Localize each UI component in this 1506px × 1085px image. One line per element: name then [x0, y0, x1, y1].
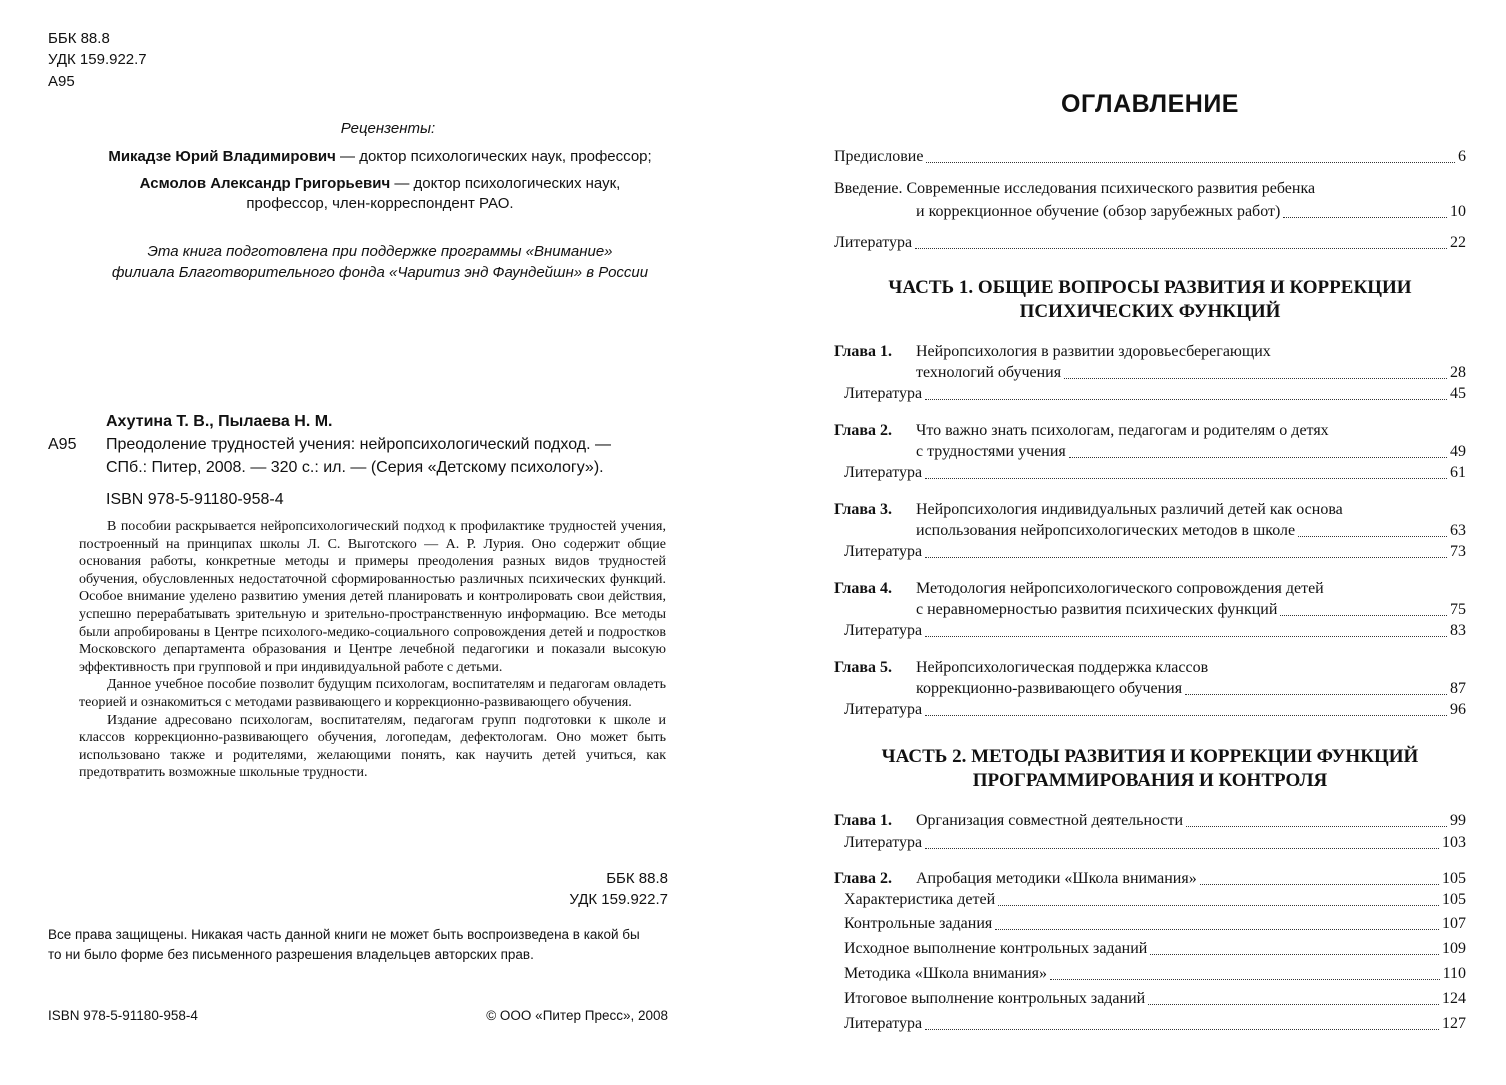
toc-item-section[interactable]	[844, 988, 1466, 1010]
toc-label: использования нейропсихологических методов в школе	[916, 522, 1296, 539]
toc-label: Литература	[844, 543, 923, 560]
toc-page: 6	[1458, 148, 1466, 165]
chapter-title-line-1[interactable]: Нейропсихология в развитии здоровьесберегающих	[916, 343, 1271, 360]
reviewer-2	[20, 175, 740, 192]
reviewers-heading: Рецензенты:	[340, 120, 436, 137]
dot-leader	[998, 905, 1439, 906]
dot-leader	[925, 1029, 1439, 1030]
toc-label: с неравномерностью развития психических функций	[916, 601, 1278, 618]
toc-item-chapter[interactable]	[916, 678, 1466, 700]
udk-top: УДК 159.922.7	[48, 51, 147, 68]
toc-item-chapter[interactable]	[916, 599, 1466, 621]
toc-label: Контрольные задания	[844, 915, 993, 932]
chapter-label: Глава 3.	[834, 501, 892, 518]
toc-item-chapter[interactable]	[916, 520, 1466, 542]
chapter-label: Глава 4.	[834, 580, 892, 597]
toc-item-section[interactable]	[844, 963, 1466, 985]
bbk-top: ББК 88.8	[48, 30, 110, 47]
rights-line-2: то ни было форме без письменного разрешения владельцев авторских прав.	[48, 947, 534, 962]
reviewer-2-name: Асмолов Александр Григорьевич	[139, 175, 391, 192]
rights-line-1: Все права защищены. Никакая часть данной книги не может быть воспроизведена в какой бы	[48, 927, 640, 942]
dot-leader	[925, 715, 1447, 716]
toc-item-preface[interactable]	[834, 146, 1466, 168]
chapter-label: Глава 2.	[834, 422, 892, 439]
toc-label: Литература	[844, 701, 923, 718]
part-1-title-line-1: ЧАСТЬ 1. ОБЩИЕ ВОПРОСЫ РАЗВИТИЯ И КОРРЕКЦИИ	[888, 277, 1412, 298]
copyright: © ООО «Питер Пресс», 2008	[486, 1008, 668, 1023]
toc-page: 22	[1450, 234, 1466, 251]
toc-page: 99	[1450, 812, 1466, 829]
toc-item-literature[interactable]	[844, 620, 1466, 642]
part-2-title	[834, 745, 1466, 793]
part-1-title	[834, 276, 1466, 324]
dot-leader	[925, 636, 1447, 637]
dot-leader	[1148, 1004, 1439, 1005]
toc-label: Литература	[834, 234, 913, 251]
isbn-entry: ISBN 978-5-91180-958-4	[106, 491, 284, 508]
toc-item-section[interactable]	[844, 889, 1466, 911]
toc-page: 87	[1450, 680, 1466, 697]
dot-leader	[1185, 694, 1447, 695]
toc-item-intro[interactable]	[916, 201, 1466, 223]
toc-page: 61	[1450, 464, 1466, 481]
authors: Ахутина Т. В., Пылаева Н. М.	[106, 413, 333, 430]
toc-label: Литература	[844, 1015, 923, 1032]
toc-label: Организация совместной деятельности	[916, 812, 1184, 829]
toc-label: Итоговое выполнение контрольных заданий	[844, 990, 1146, 1007]
toc-label: Характеристика детей	[844, 891, 996, 908]
toc-item-chapter[interactable]	[916, 441, 1466, 463]
toc-label: и коррекционное обучение (обзор зарубежных работ)	[916, 203, 1281, 220]
udk-bottom: УДК 159.922.7	[569, 891, 668, 908]
toc-label: Исходное выполнение контрольных заданий	[844, 940, 1148, 957]
chapter-title-line-1[interactable]: Нейропсихология индивидуальных различий детей как основа	[916, 501, 1343, 518]
toc-label: с трудностями учения	[916, 443, 1066, 460]
dot-leader	[1280, 615, 1447, 616]
chapter-title-line-1[interactable]: Что важно знать психологам, педагогам и родителям о детях	[916, 422, 1329, 439]
support-line-1: Эта книга подготовлена при поддержке программы «Внимание»	[147, 243, 613, 260]
code-top: А95	[48, 73, 75, 90]
annotation	[79, 518, 666, 782]
toc-label: Литература	[844, 385, 923, 402]
annotation-paragraph-1: В пособии раскрывается нейропсихологический подход к профилактике трудностей учения, построенный на принципах школы Л. С. Выготского — А. Р. Лурия. Оно содержит общие основания работы, конкретные методы и примеры преодоления разных видов трудностей обучения, обусловленных недостаточной сформированностью различных психических функций. Особое внимание уделено развитию умения детей планировать и контролировать свои действия, успешно перерабатывать зрительную и зрительно-пространственную информацию. Все методы были апробированы в Центре психолого-медико-социального сопровождения детей и подростков Московского департамента образования и Центре лечебной педагогики и показали высокую эффективность при групповой и при индивидуальной работе с детьми.	[79, 519, 666, 675]
toc-item-section[interactable]	[844, 938, 1466, 960]
part-2-title-line-1: ЧАСТЬ 2. МЕТОДЫ РАЗВИТИЯ И КОРРЕКЦИИ ФУНКЦИЙ	[881, 746, 1419, 767]
chapter-label: Глава 1.	[834, 343, 892, 360]
dot-leader	[925, 848, 1439, 849]
dot-leader	[1186, 826, 1447, 827]
toc-page: 105	[1442, 891, 1466, 908]
dot-leader	[1150, 954, 1439, 955]
toc-page: 127	[1442, 1015, 1466, 1032]
dot-leader	[925, 557, 1447, 558]
toc-page: 49	[1450, 443, 1466, 460]
toc-page: 109	[1442, 940, 1466, 957]
toc-page: 75	[1450, 601, 1466, 618]
entry-code: А95	[48, 436, 77, 453]
reviewer-1-name: Микадзе Юрий Владимирович	[108, 148, 336, 165]
toc-page: 45	[1450, 385, 1466, 402]
chapter-label: Глава 1.	[834, 812, 892, 829]
toc-label: Литература	[844, 834, 923, 851]
annotation-paragraph-3: Издание адресовано психологам, воспитателям, педагогам групп подготовки к школе и классов коррекционно-развивающего обучения, логопедам, дефектологам. Оно может быть использовано также и родителями, желающими понять, как научить детей учиться, как предотвратить возможные школьные трудности.	[79, 712, 666, 781]
reviewer-1-desc: — доктор психологических наук, профессор;	[335, 148, 652, 165]
toc-item-literature[interactable]	[844, 832, 1466, 854]
dot-leader	[1200, 884, 1439, 885]
toc-page: 110	[1442, 965, 1466, 982]
toc-label: Методика «Школа внимания»	[844, 965, 1048, 982]
toc-item-literature[interactable]	[844, 1013, 1466, 1035]
dot-leader	[915, 248, 1447, 249]
toc-item-literature[interactable]	[844, 383, 1466, 405]
dot-leader	[1298, 536, 1447, 537]
left-page	[0, 0, 740, 1085]
annotation-paragraph-2: Данное учебное пособие позволит будущим психологам, воспитателям и педагогам овладеть теорией и ознакомиться с методами развивающего и коррекционно-развивающего обучения.	[79, 677, 666, 710]
reviewer-2-desc: — доктор психологических наук,	[390, 175, 621, 192]
toc-title: ОГЛАВЛЕНИЕ	[1061, 90, 1239, 118]
dot-leader	[1069, 457, 1447, 458]
toc-page: 63	[1450, 522, 1466, 539]
dot-leader	[1050, 979, 1440, 980]
toc-item-literature[interactable]	[844, 699, 1466, 721]
toc-page: 107	[1442, 915, 1466, 932]
chapter-label: Глава 5.	[834, 659, 892, 676]
toc-item-section[interactable]	[844, 913, 1466, 935]
toc-item-literature[interactable]	[844, 541, 1466, 563]
chapter-title-line-1[interactable]: Нейропсихологическая поддержка классов	[916, 659, 1209, 676]
toc-intro-line-1[interactable]: Введение. Современные исследования психического развития ребенка	[834, 180, 1316, 197]
part-2-title-line-2: ПРОГРАММИРОВАНИЯ И КОНТРОЛЯ	[972, 770, 1328, 791]
dot-leader	[925, 478, 1447, 479]
reviewer-1	[20, 148, 740, 165]
toc-page: 105	[1442, 870, 1466, 887]
part-1-title-line-2: ПСИХИЧЕСКИХ ФУНКЦИЙ	[1019, 301, 1281, 322]
toc-page: 103	[1442, 834, 1466, 851]
toc-page: 124	[1442, 990, 1466, 1007]
entry-title-line-1: Преодоление трудностей учения: нейропсихологический подход. —	[106, 436, 611, 453]
toc-page: 10	[1450, 203, 1466, 220]
toc-page: 28	[1450, 364, 1466, 381]
chapter-label: Глава 2.	[834, 870, 892, 887]
right-page-toc	[760, 0, 1506, 1085]
toc-label: Предисловие	[834, 148, 924, 165]
dot-leader	[1283, 217, 1447, 218]
toc-item-literature[interactable]	[844, 462, 1466, 484]
toc-label: Литература	[844, 464, 923, 481]
toc-label: коррекционно-развивающего обучения	[916, 680, 1183, 697]
toc-item-literature[interactable]	[834, 232, 1466, 254]
entry-title-line-2: СПб.: Питер, 2008. — 320 с.: ил. — (Серия «Детскому психологу»).	[106, 459, 604, 476]
toc-page: 73	[1450, 543, 1466, 560]
dot-leader	[995, 929, 1439, 930]
toc-item-chapter[interactable]	[916, 362, 1466, 384]
support-line-2: филиала Благотворительного фонда «Чаритиз энд Фаундейшн» в России	[111, 264, 649, 281]
chapter-title-line-1[interactable]: Методология нейропсихологического сопровождения детей	[916, 580, 1324, 597]
toc-label: Апробация методики «Школа внимания»	[916, 870, 1197, 887]
toc-label: технологий обучения	[916, 364, 1062, 381]
dot-leader	[1064, 378, 1447, 379]
bbk-bottom: ББК 88.8	[606, 870, 668, 887]
toc-page: 83	[1450, 622, 1466, 639]
toc-label: Литература	[844, 622, 923, 639]
toc-item-chapter[interactable]	[916, 810, 1466, 832]
reviewer-2-desc-2: профессор, член-корреспондент РАО.	[246, 195, 514, 212]
toc-item-chapter[interactable]	[916, 868, 1466, 890]
toc-page: 96	[1450, 701, 1466, 718]
isbn-bottom: ISBN 978-5-91180-958-4	[48, 1008, 198, 1023]
dot-leader	[926, 162, 1455, 163]
dot-leader	[925, 399, 1447, 400]
